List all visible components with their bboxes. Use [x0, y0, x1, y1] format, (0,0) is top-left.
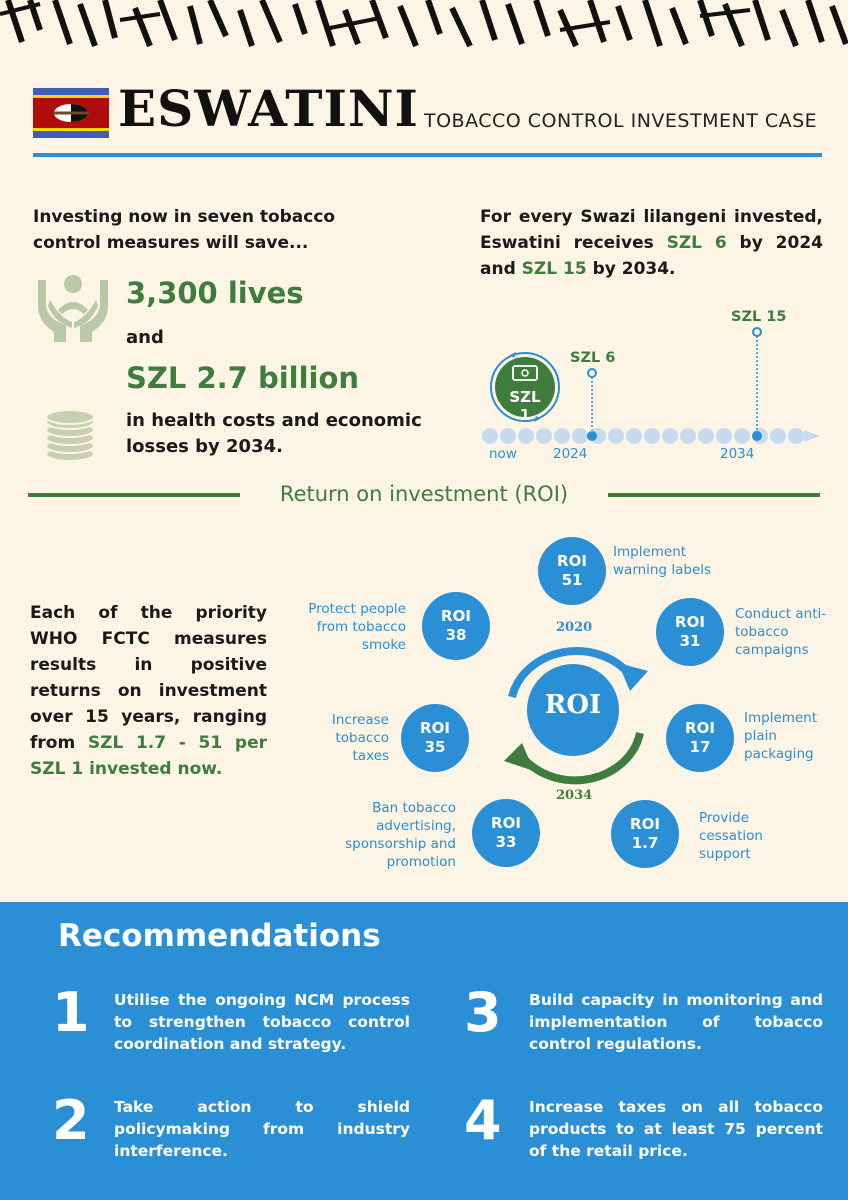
decorative-pattern [0, 0, 848, 50]
page-subtitle: TOBACCO CONTROL INVESTMENT CASE [424, 110, 818, 132]
roi-description [30, 600, 267, 782]
roi-circle-label: ROI [675, 613, 705, 631]
timeline-marker-2034: SZL 15 [731, 309, 787, 325]
returns-intro [480, 204, 823, 282]
roi-circle-taxes [401, 704, 469, 772]
returns-text-3: by 2034. [586, 259, 676, 279]
roi-range: SZL 1.7 - 51 per SZL 1 invested now. [30, 733, 267, 779]
roi-circle-value: 1.7 [631, 834, 659, 852]
roi-circle-label: ROI [491, 814, 521, 832]
timeline-label-2034: 2034 [720, 446, 755, 462]
roi-circle-cessation [611, 800, 679, 868]
roi-circle-label: ROI [630, 815, 660, 833]
header-divider [33, 153, 822, 157]
hands-person-icon [36, 270, 110, 344]
recommendation-text: Take action to shield policymaking from industry interference. [114, 1098, 410, 1160]
roi-circle-label: ROI [441, 607, 471, 625]
timeline-label-now: now [489, 446, 517, 462]
returns-text-1: For every Swazi lilangeni invested, Eswatini receives [480, 207, 823, 253]
roi-circle-advertising-ban [472, 799, 540, 867]
recommendation-number: 1 [52, 981, 90, 1044]
roi-circle-value: 51 [561, 571, 583, 589]
timeline-badge: SZL 1 [509, 388, 541, 424]
roi-circle-value: 17 [689, 738, 711, 756]
returns-value-2024: SZL 6 [666, 233, 727, 253]
roi-label-campaigns: Conduct anti-tobacco campaigns [735, 606, 827, 658]
roi-year-start: 2020 [556, 620, 593, 635]
recommendation-number: 2 [52, 1089, 90, 1152]
and-label: and [126, 327, 164, 348]
timeline-marker-2024: SZL 6 [570, 350, 616, 366]
returns-text-2: by 2024 and [480, 233, 823, 279]
returns-value-2034: SZL 15 [521, 259, 587, 279]
roi-section-title: Return on investment (ROI) [279, 482, 569, 506]
roi-circle-label: ROI [557, 552, 587, 570]
country-title: ESWATINI [118, 79, 419, 138]
recommendations-title: Recommendations [58, 918, 381, 954]
money-saved: SZL 2.7 billion [126, 361, 360, 395]
roi-circle-warning-labels [538, 537, 606, 605]
lives-saved: 3,300 lives [126, 276, 304, 310]
coins-icon [42, 408, 98, 462]
returns-timeline [470, 300, 830, 470]
roi-label-plain-packaging: Implement plain packaging [744, 710, 818, 762]
roi-circle-smoke-protection [422, 592, 490, 660]
roi-description-text: Each of the priority WHO FCTC measures results in positive returns on investment over 15 years, ranging from [30, 603, 267, 753]
money-note: in health costs and economic losses by 2034. [126, 410, 422, 457]
recommendation-text: Increase taxes on all tobacco products to at least 75 percent of the retail price. [529, 1098, 823, 1160]
roi-circle-value: 33 [495, 833, 517, 851]
recommendation-text: Utilise the ongoing NCM process to strengthen tobacco control coordination and strategy. [114, 991, 410, 1053]
roi-circle-label: ROI [685, 719, 715, 737]
roi-label-warning-labels: Implement warning labels [613, 544, 712, 578]
roi-label-cessation: Provide cessation support [699, 810, 763, 862]
roi-circle-campaigns [656, 598, 724, 666]
eswatini-flag [33, 88, 109, 138]
roi-label-taxes: Increase tobacco taxes [331, 712, 389, 764]
savings-intro: Investing now in seven tobacco control measures will save... [33, 207, 336, 253]
roi-year-end: 2034 [556, 788, 593, 803]
roi-center-label: ROI [544, 690, 602, 720]
roi-label-smoke-protection: Protect people from tobacco smoke [308, 601, 406, 653]
recommendation-text: Build capacity in monitoring and implementation of tobacco control regulations. [529, 991, 823, 1053]
roi-circle-value: 31 [679, 632, 701, 650]
roi-circle-label: ROI [420, 719, 450, 737]
roi-circle-plain-packaging [666, 704, 734, 772]
recommendation-number: 3 [464, 981, 502, 1044]
roi-circle-value: 38 [445, 626, 467, 644]
roi-label-advertising-ban: Ban tobacco advertising, sponsorship and promotion [345, 800, 456, 870]
timeline-label-2024: 2024 [553, 446, 588, 462]
roi-circle-value: 35 [424, 738, 446, 756]
recommendation-number: 4 [464, 1089, 502, 1152]
